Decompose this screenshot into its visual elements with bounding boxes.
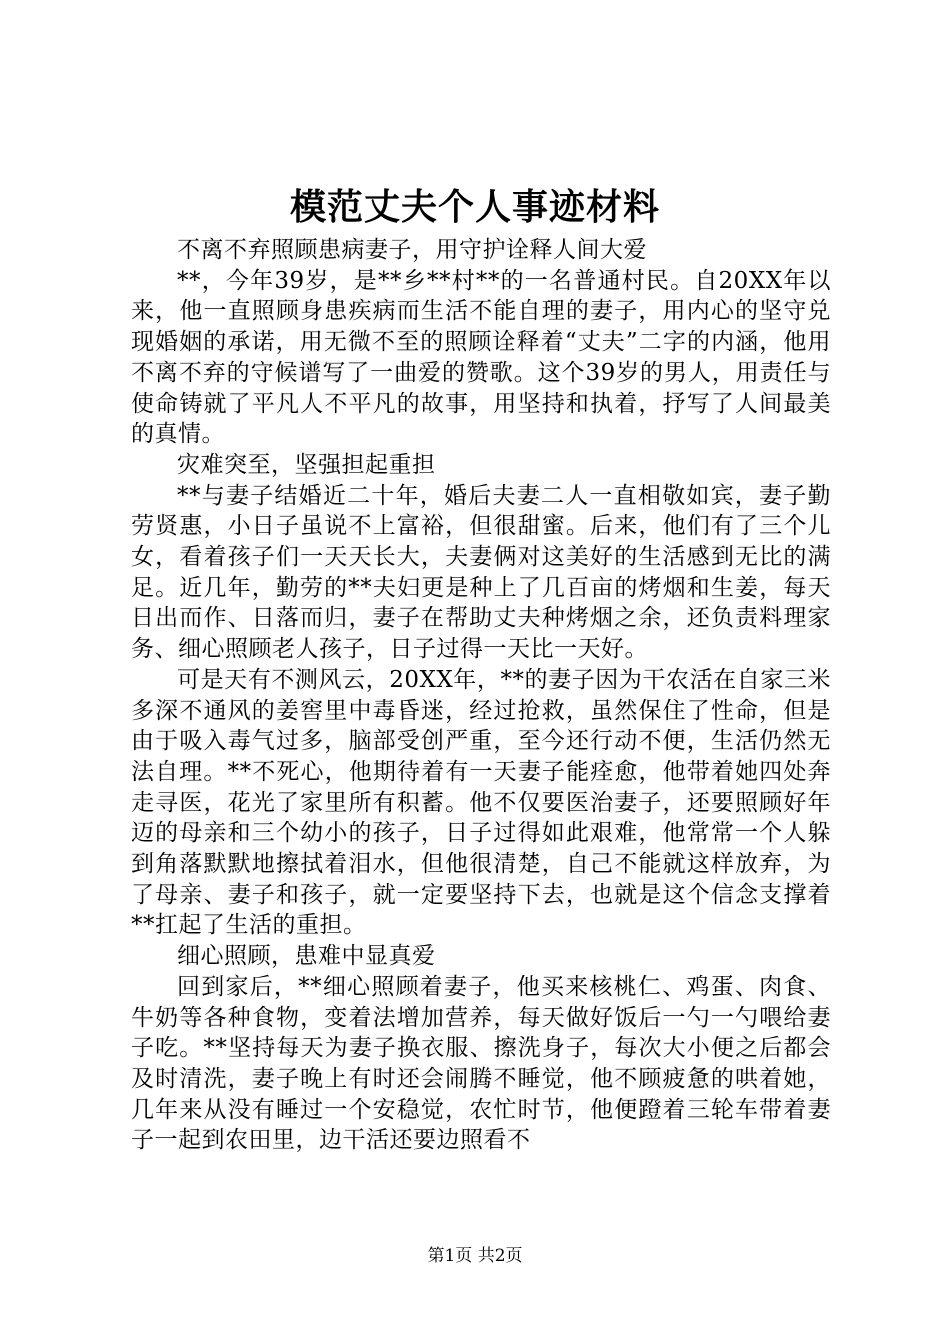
paragraph: 回到家后，**细心照顾着妻子，他买来核桃仁、鸡蛋、肉食、牛奶等各种食物，变着法增加营养，每天做好饭后一勺一勺喂给妻子吃。**坚持每天为妻子换衣服、擦洗身子，每次大小便之后都会及时清洗，妻子晚上有时还会闹腾不睡觉，他不顾疲惫的哄着她，几年来从没有睡过一个安稳觉，农忙时节，他便蹬着三轮车带着妻子一起到农田里，边干活还要边照看不 [131, 973, 831, 1154]
page-footer: 第1页 共2页 [427, 1246, 523, 1266]
section-heading: 细心照顾，患难中显真爱 [177, 943, 436, 970]
document-title: 模范丈夫个人事迹材料 [289, 186, 660, 228]
document-body [131, 235, 831, 1156]
paragraph-subtitle: 不离不弃照顾患病妻子，用守护诠释人间大爱 [177, 237, 647, 263]
paragraph: 可是天有不测风云，20XX年，**的妻子因为干农活在自家三米多深不通风的姜窖里中毒昏迷，经过抢救，虽然保住了性命，但是由于吸入毒气过多，脑部受创严重，至今还行动不便，生活仍然无法自理。**不死心，他期待着有一天妻子能痊愈，他带着她四处奔走寻医，花光了家里所有积蓄。他不仅要医治妻子，还要照顾好年迈的母亲和三个幼小的孩子，日子过得如此艰难，他常常一个人躲到角落默默地擦拭着泪水，但他很清楚，自己不能就这样放弃，为了母亲、妻子和孩子，就一定要坚持下去，也就是这个信念支撑着**扛起了生活的重担。 [131, 666, 831, 939]
paragraph: **与妻子结婚近二十年，婚后夫妻二人一直相敬如宾，妻子勤劳贤惠，小日子虽说不上富裕，但很甜蜜。后来，他们有了三个儿女，看着孩子们一天天长大，夫妻俩对这美好的生活感到无比的满足。近几年，勤劳的**夫妇更是种上了几百亩的烤烟和生姜，每天日出而作、日落而归，妻子在帮助丈夫种烤烟之余，还负责料理家务、细心照顾老人孩子，日子过得一天比一天好。 [131, 482, 831, 663]
paragraph: **，今年39岁，是**乡**村**的一名普通村民。自20XX年以来，他一直照顾身患疾病而生活不能自理的妻子，用内心的坚守兑现婚姻的承诺，用无微不至的照顾诠释着“丈夫”二字的内涵，他用不离不弃的守候谱写了一曲爱的赞歌。这个39岁的男人，用责任与使命铸就了平凡人不平凡的故事，用坚持和执着，抒写了人间最美的真情。 [131, 267, 831, 448]
section-heading: 灾难突至，坚强担起重担 [177, 451, 436, 478]
